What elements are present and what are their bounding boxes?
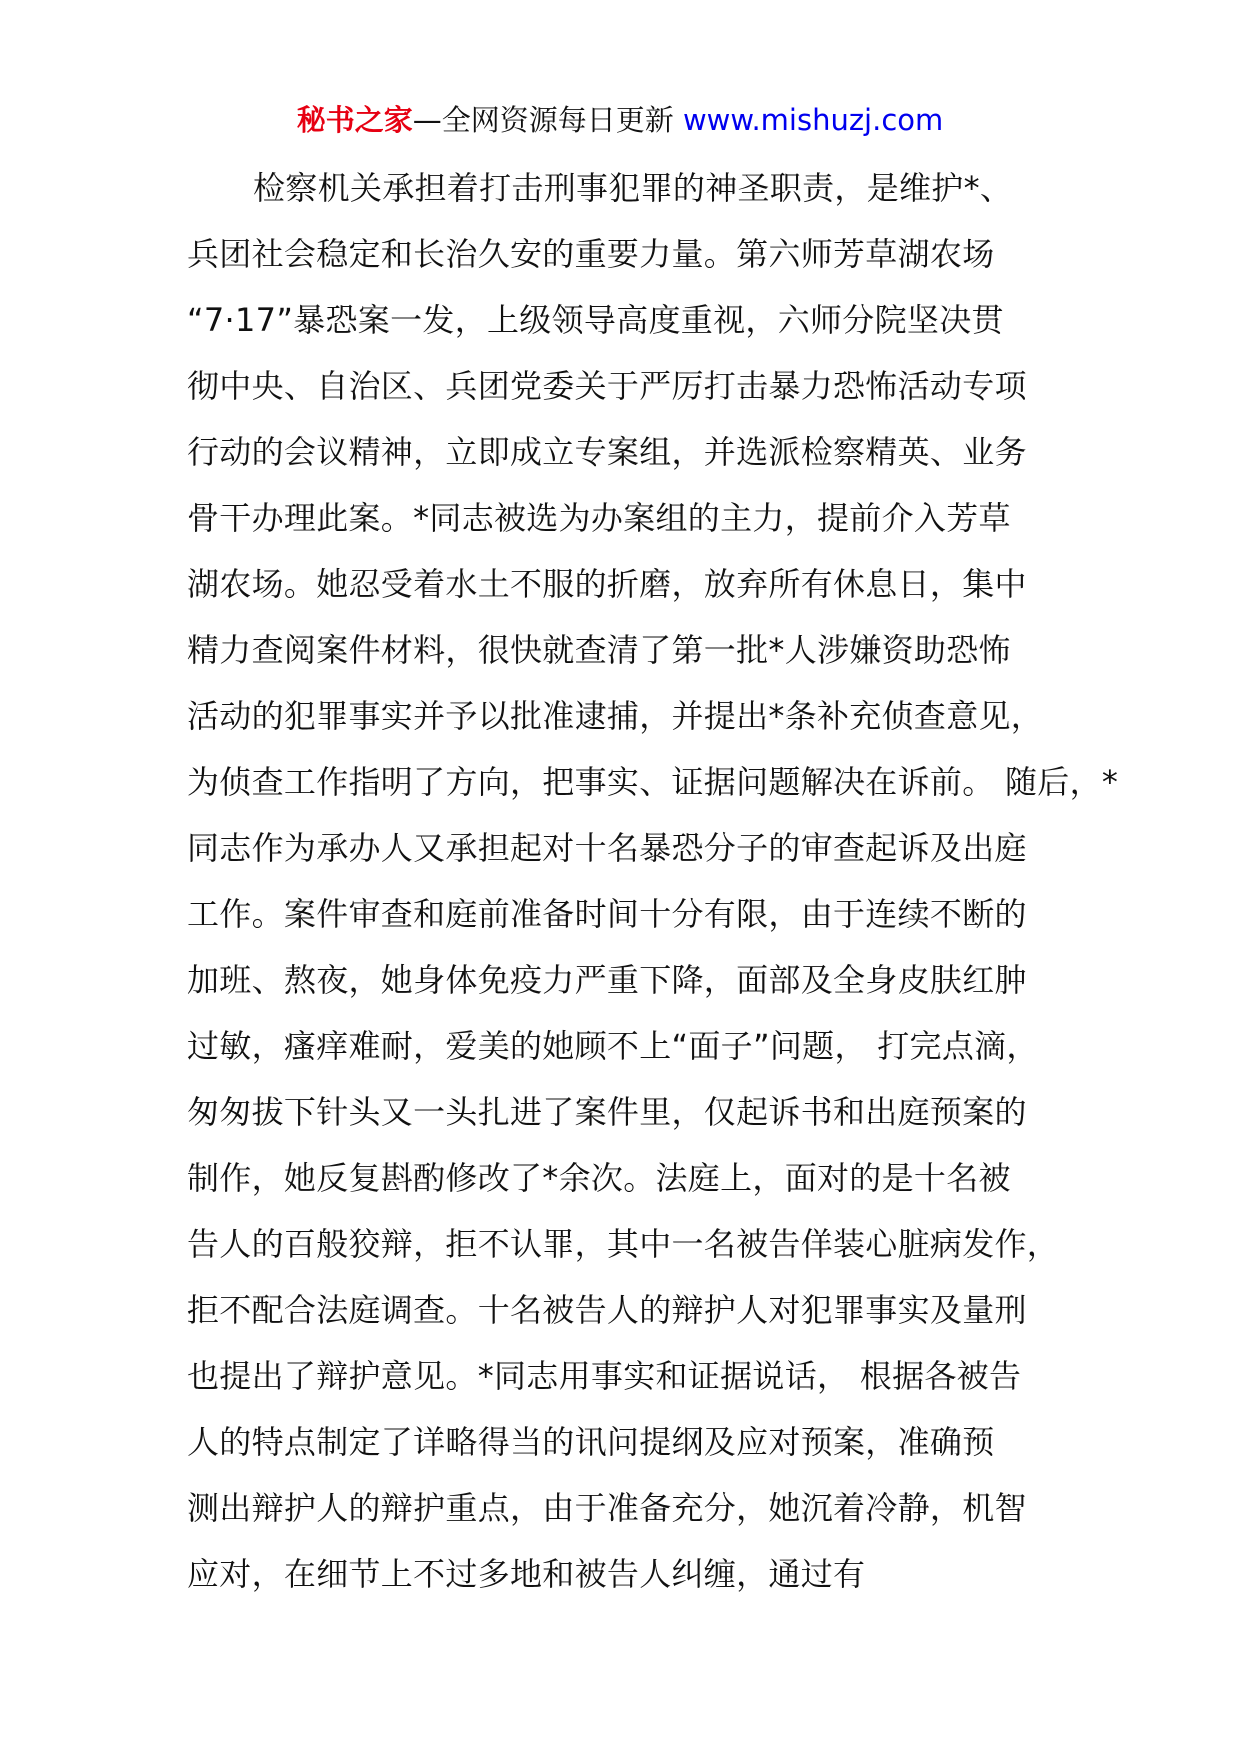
text-line: 活动的犯罪事实并予以批准逮捕，并提出*条补充侦查意见， (187, 697, 1044, 735)
text-line: 过敏，瘙痒难耐，爱美的她顾不上“面子”问题， 打完点滴， (187, 1027, 1039, 1065)
text-line: 也提出了辩护意见。*同志用事实和证据说话， 根据各被告 (187, 1357, 1022, 1395)
text-line: 检察机关承担着打击刑事犯罪的神圣职责，是维护*、 (253, 169, 1013, 207)
brand-name: 秘书之家 (296, 103, 413, 137)
page-header (0, 100, 1240, 140)
text-line: 应对，在细节上不过多地和被告人纠缠，通过有 (187, 1555, 866, 1593)
text-line: 湖农场。她忍受着水土不服的折磨，放弃所有休息日，集中 (187, 565, 1027, 603)
site-url-link[interactable]: www.mishuzj.com (682, 103, 944, 137)
text-line: 拒不配合法庭调查。十名被告人的辩护人对犯罪事实及量刑 (187, 1291, 1027, 1329)
document-body (187, 155, 1119, 1607)
text-line: 同志作为承办人又承担起对十名暴恐分子的审查起诉及出庭 (187, 829, 1027, 867)
text-line: 工作。案件审查和庭前准备时间十分有限，由于连续不断的 (187, 895, 1027, 933)
text-line: 兵团社会稳定和长治久安的重要力量。第六师芳草湖农场 (187, 235, 995, 273)
text-line: 加班、熬夜，她身体免疫力严重下降，面部及全身皮肤红肿 (187, 961, 1027, 999)
text-line: 行动的会议精神，立即成立专案组，并选派检察精英、业务 (187, 433, 1027, 471)
header-tagline: —全网资源每日更新 (412, 103, 683, 137)
text-line: 精力查阅案件材料，很快就查清了第一批*人涉嫌资助恐怖 (187, 631, 1011, 669)
text-line: 测出辩护人的辩护重点，由于准备充分，她沉着冷静，机智 (187, 1489, 1027, 1527)
text-line: 人的特点制定了详略得当的讯问提纲及应对预案，准确预 (187, 1423, 995, 1461)
text-line: 制作，她反复斟酌修改了*余次。法庭上，面对的是十名被 (187, 1159, 1011, 1197)
text-line: 匆匆拔下针头又一头扎进了案件里，仅起诉书和出庭预案的 (187, 1093, 1027, 1131)
text-line: 骨干办理此案。*同志被选为办案组的主力，提前介入芳草 (187, 499, 1011, 537)
text-line: 告人的百般狡辩，拒不认罪，其中一名被告佯装心脏病发作， (187, 1225, 1060, 1263)
text-line: “7·17”暴恐案一发，上级领导高度重视，六师分院坚决贯 (187, 301, 1004, 339)
text-line: 彻中央、自治区、兵团党委关于严厉打击暴力恐怖活动专项 (187, 367, 1027, 405)
text-line: 为侦查工作指明了方向，把事实、证据问题解决在诉前。 随后，* (187, 763, 1119, 801)
